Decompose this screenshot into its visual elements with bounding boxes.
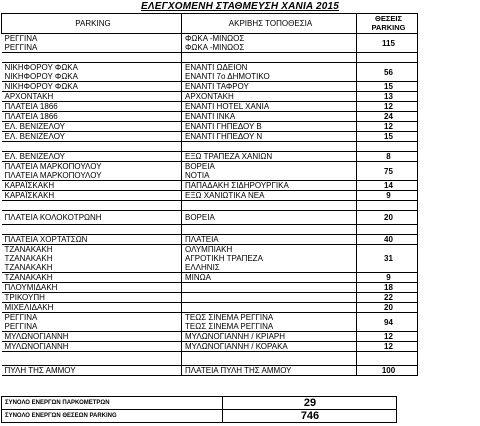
parking-cell: ΠΛΑΤΕΙΑ 1866 <box>2 112 182 122</box>
summary-spaces-label: ΣΥΝΟΛΟ ΕΝΕΡΓΩΝ ΘΕΣΕΩΝ PARKING <box>5 413 117 419</box>
table-row <box>2 263 418 273</box>
parking-cell <box>2 225 182 235</box>
parking-cell: ΠΛΑΤΕΙΑ ΜΑΡΚΟΠΟΥΛΟΥ <box>4 162 102 171</box>
location-cell: ΦΩΚΑ -ΜΙΝΩΟΣ <box>182 43 357 53</box>
location-cell: ΕΞΩ ΧΑΝΙΩΤΙΚΑ ΝΕΑ <box>182 191 357 201</box>
table-row <box>2 152 418 162</box>
header-location: ΑΚΡΙΒΗΣ ΤΟΠΟΘΕΣΙΑ <box>182 14 357 34</box>
parking-cell: ΝΙΚΗΦΟΡΟΥ ΦΩΚΑ <box>2 82 182 92</box>
parking-cell: ΤΖΑΝΑΚΑΚΗ <box>4 254 53 263</box>
table-row <box>2 191 418 201</box>
table-row <box>2 366 418 376</box>
location-cell: ΕΝΑΝΤΙ ΓΗΠΕΔΟΥ Ν <box>182 132 357 142</box>
spaces-cell: 40 <box>357 235 418 245</box>
location-cell: ΜΥΛΩΝΟΓΙΑΝΝΗ / ΚΟΡΑΚΑ <box>182 342 357 352</box>
parking-cell: ΚΑΡΑΪΣΚΑΚΗ <box>2 191 182 201</box>
table-row <box>2 201 418 211</box>
parking-cell: ΕΛ. ΒΕΝΙΖΕΛΟΥ <box>2 132 182 142</box>
parking-cell: ΜΙΧΕΛΙΔΑΚΗ <box>2 303 182 313</box>
spaces-cell: 12 <box>357 342 418 352</box>
location-cell: ΜΥΛΩΝΟΓΙΑΝΝΗ / ΚΡΙΑΡΗ <box>182 332 357 342</box>
table-row <box>2 72 418 82</box>
parking-cell <box>2 142 182 152</box>
table-row <box>2 132 418 142</box>
spaces-cell: 31 <box>357 245 418 273</box>
spaces-cell: 75 <box>357 162 418 181</box>
table-row <box>2 342 418 352</box>
location-cell: ΕΞΩ ΤΡΑΠΕΖΑ ΧΑΝΙΩΝ <box>182 152 357 162</box>
table-row <box>2 122 418 132</box>
table-row <box>2 102 418 112</box>
parking-cell: ΕΛ. ΒΕΝΙΖΕΛΟΥ <box>2 152 182 162</box>
table-header-row <box>2 14 418 34</box>
parking-cell: ΠΛΑΤΕΙΑ ΧΟΡΤΑΤΣΩΝ <box>2 235 182 245</box>
table-row <box>2 211 418 225</box>
spaces-cell <box>357 142 418 152</box>
spaces-cell: 18 <box>357 283 418 293</box>
table-row <box>2 293 418 303</box>
parking-cell: ΠΥΛΗ ΤΗΣ ΑΜΜΟΥ <box>2 366 182 376</box>
spaces-cell: 115 <box>357 34 418 53</box>
table-row <box>2 332 418 342</box>
table-row <box>2 171 418 181</box>
location-cell: ΤΕΩΣ ΣΙΝΕΜΑ ΡΕΓΓΙΝΑ <box>182 313 357 323</box>
table-row <box>2 92 418 102</box>
parking-cell: ΕΛ. ΒΕΝΙΖΕΛΟΥ <box>2 122 182 132</box>
table-row <box>2 245 418 255</box>
parking-cell: ΝΙΚΗΦΟΡΟΥ ΦΩΚΑ <box>4 63 78 72</box>
spaces-cell: 14 <box>357 181 418 191</box>
location-cell <box>182 283 357 293</box>
spaces-cell: 100 <box>357 366 418 376</box>
parking-cell: ΠΛΑΤΕΙΑ ΚΟΛΟΚΟΤΡΩΝΗ <box>2 211 182 225</box>
parking-cell: ΚΑΡΑΪΣΚΑΚΗ <box>2 181 182 191</box>
spaces-cell <box>357 225 418 235</box>
parking-cell: ΑΡΧΟΝΤΑΚΗ <box>2 92 182 102</box>
parking-cell <box>2 201 182 211</box>
spaces-cell: 15 <box>357 132 418 142</box>
parking-cell: ΡΕΓΓΙΝΑ <box>2 322 182 332</box>
parking-cell: ΤΡΙΚΟΥΠΗ <box>2 293 182 303</box>
parking-cell: ΝΙΚΗΦΟΡΟΥ ΦΩΚΑ <box>2 72 182 82</box>
table-row <box>2 82 418 92</box>
spaces-cell: 24 <box>357 112 418 122</box>
location-cell: ΝΟΤΙΑ <box>182 171 357 181</box>
location-cell: ΕΝΑΝΤΙ ΩΔΕΙΟΝ <box>182 63 357 73</box>
location-cell: ΠΛΑΤΕΙΑ <box>182 235 357 245</box>
header-spaces-line2: PARKING <box>371 22 406 32</box>
summary-meters-value: 29 <box>222 397 397 409</box>
parking-cell <box>2 352 182 366</box>
table-row <box>2 225 418 235</box>
location-cell: ΕΝΑΝΤΙ 7ο ΔΗΜΟΤΙΚΟ <box>182 72 357 82</box>
parking-cell: ΜΥΛΩΝΟΓΙΑΝΝΗ <box>2 332 182 342</box>
table-row <box>2 181 418 191</box>
location-cell: ΕΛΛΗΝΙΣ <box>182 263 357 273</box>
spaces-cell: 22 <box>357 293 418 303</box>
table-row <box>2 322 418 332</box>
location-cell: ΒΟΡΕΙΑ <box>182 162 357 172</box>
location-cell: ΒΟΡΕΙΑ <box>182 211 357 225</box>
location-cell: ΠΛΑΤΕΙΑ ΠΥΛΗ ΤΗΣ ΑΜΜΟΥ <box>182 366 357 376</box>
spaces-cell: 9 <box>357 273 418 283</box>
spaces-cell: 20 <box>357 303 418 313</box>
spaces-cell: 20 <box>357 211 418 225</box>
page-title: ΕΛΕΓΧΟΜΕΝΗ ΣΤΑΘΜΕΥΣΗ ΧΑΝΙΑ 2015 <box>140 1 340 12</box>
table-row <box>2 162 418 172</box>
table-row <box>2 313 418 323</box>
header-spaces <box>357 14 418 34</box>
spaces-cell <box>357 201 418 211</box>
spaces-cell: 13 <box>357 92 418 102</box>
spaces-cell: 12 <box>357 122 418 132</box>
table-row <box>2 254 418 263</box>
header-spaces-line1: ΘΕΣΕΙΣ <box>375 14 402 23</box>
table-row <box>2 53 418 63</box>
summary-row-meters <box>2 397 396 409</box>
summary-meters-label: ΣΥΝΟΛΟ ΕΝΕΡΓΩΝ ΠΑΡΚΟΜΕΤΡΩΝ <box>5 400 110 406</box>
location-cell <box>182 352 357 366</box>
location-cell <box>182 293 357 303</box>
table-row <box>2 352 418 366</box>
location-cell: ΕΝΑΝΤΙ ΙΝΚΑ <box>182 112 357 122</box>
parking-cell <box>2 53 182 63</box>
table-row <box>2 303 418 313</box>
parking-cell: ΡΕΓΓΙΝΑ <box>4 313 38 322</box>
location-cell <box>182 303 357 313</box>
summary-spaces-value: 746 <box>222 410 397 422</box>
location-cell: ΕΝΑΝΤΙ ΤΑΦΡΟΥ <box>182 82 357 92</box>
location-cell: ΕΝΑΝΤΙ HOTEL ΧΑΝΙΑ <box>182 102 357 112</box>
table-row <box>2 34 418 44</box>
parking-cell: ΡΕΓΓΙΝΑ <box>2 43 182 53</box>
location-cell: ΑΓΡΟΤΙΚΗ ΤΡΑΠΕΖΑ <box>182 254 357 263</box>
spaces-cell: 8 <box>357 152 418 162</box>
spaces-cell <box>357 352 418 366</box>
location-cell <box>182 142 357 152</box>
header-parking: PARKING <box>2 14 182 34</box>
location-cell <box>182 201 357 211</box>
location-cell <box>182 53 357 63</box>
table-row <box>2 283 418 293</box>
parking-cell: ΡΕΓΓΙΝΑ <box>4 34 38 43</box>
location-cell: ΑΡΧΟΝΤΑΚΗ <box>182 92 357 102</box>
table-body <box>2 34 418 376</box>
parking-cell: ΠΛΑΤΕΙΑ ΜΑΡΚΟΠΟΥΛΟΥ <box>2 171 182 181</box>
spaces-cell: 12 <box>357 102 418 112</box>
table-row <box>2 63 418 73</box>
location-cell: ΜΙΝΩΑ <box>182 273 357 283</box>
parking-cell: ΤΖΑΝΑΚΑΚΗ <box>4 245 53 254</box>
location-cell: ΤΕΩΣ ΣΙΝΕΜΑ ΡΕΓΓΙΝΑ <box>182 322 357 332</box>
spaces-cell: 15 <box>357 82 418 92</box>
spaces-cell <box>357 53 418 63</box>
summary-box <box>1 396 397 423</box>
location-cell: ΟΛΥΜΠΙΑΚΗ <box>182 245 357 255</box>
location-cell: ΠΑΠΑΔΑΚΗ ΣΙΔΗΡΟΥΡΓΙΚΑ <box>182 181 357 191</box>
parking-cell: ΜΥΛΩΝΟΓΙΑΝΝΗ <box>2 342 182 352</box>
table-row <box>2 273 418 283</box>
spaces-cell: 9 <box>357 191 418 201</box>
parking-cell: ΠΛΑΤΕΙΑ 1866 <box>2 102 182 112</box>
parking-cell: ΤΖΑΝΑΚΑΚΗ <box>2 263 182 273</box>
spaces-cell: 12 <box>357 332 418 342</box>
parking-cell: ΤΖΑΝΑΚΑΚΗ <box>2 273 182 283</box>
parking-cell: ΠΛΟΥΜΙΔΑΚΗ <box>2 283 182 293</box>
spaces-cell: 94 <box>357 313 418 332</box>
table-row <box>2 235 418 245</box>
parking-table <box>1 13 418 376</box>
table-row <box>2 142 418 152</box>
spaces-cell: 56 <box>357 63 418 82</box>
location-cell: ΕΝΑΝΤΙ ΓΗΠΕΔΟΥ Β <box>182 122 357 132</box>
table-row <box>2 112 418 122</box>
summary-row-spaces <box>2 409 396 422</box>
location-cell <box>182 225 357 235</box>
table-row <box>2 43 418 53</box>
location-cell: ΦΩΚΑ -ΜΙΝΩΟΣ <box>182 34 357 44</box>
